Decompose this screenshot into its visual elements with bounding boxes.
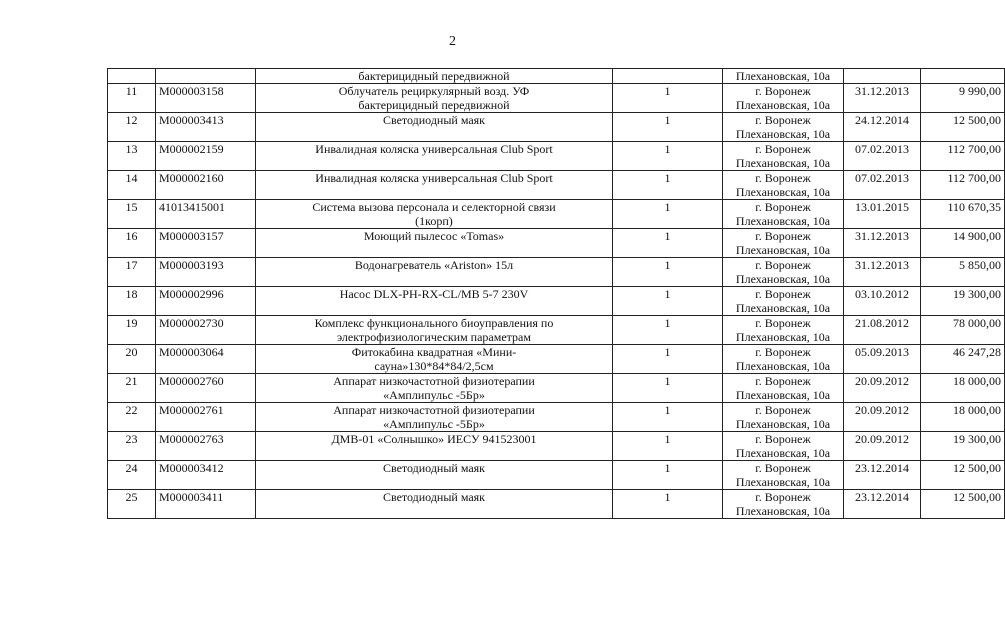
location-line-1: г. Воронеж: [755, 374, 811, 388]
cell-name: [256, 316, 613, 345]
location-line-2: Плехановская, 10а: [735, 301, 831, 315]
cell-date: 07.02.2013: [844, 142, 921, 171]
cell-name: [256, 345, 613, 374]
location-line-2: Плехановская, 10а: [735, 417, 831, 431]
cell-num: 21: [108, 374, 156, 403]
cell-location: [723, 229, 844, 258]
location-line-2: Плехановская, 10а: [735, 98, 831, 112]
location-line-1: г. Воронеж: [755, 461, 811, 475]
cell-location: [723, 374, 844, 403]
name-line-2: бактерицидный передвижной: [358, 98, 510, 112]
cell-code: М000003412: [156, 461, 256, 490]
cell-name: [256, 374, 613, 403]
cell-num: 11: [108, 84, 156, 113]
continuation-row: [108, 69, 1005, 84]
cell-location: [723, 200, 844, 229]
name-line-1: Водонагреватель «Ariston» 15л: [354, 258, 514, 272]
name-line-1: Аппарат низкочастотной физиотерапии: [333, 374, 535, 388]
cell-sum: 19 300,00: [921, 287, 1005, 316]
cell-location: [723, 142, 844, 171]
cell-location: [723, 113, 844, 142]
location-line-2: Плехановская, 10а: [735, 504, 831, 518]
table-row: [108, 84, 1005, 113]
table-row: [108, 432, 1005, 461]
cell-qty: 1: [613, 490, 723, 519]
cell-sum: 46 247,28: [921, 345, 1005, 374]
cell-name: [256, 403, 613, 432]
table-row: [108, 461, 1005, 490]
table-row: [108, 316, 1005, 345]
location-line-2: Плехановская, 10а: [735, 388, 831, 402]
location-line-1: г. Воронеж: [755, 287, 811, 301]
cell-name: [256, 113, 613, 142]
cell-date: 31.12.2013: [844, 258, 921, 287]
cell-location: [723, 316, 844, 345]
name-line-1: Насос DLX-PH-RX-CL/MB 5-7 230V: [339, 287, 529, 301]
cell-sum: 18 000,00: [921, 374, 1005, 403]
name-line-1: Система вызова персонала и селекторной связи: [312, 200, 556, 214]
cell-num: 14: [108, 171, 156, 200]
cell-sum: [921, 69, 1005, 84]
cell-date: 21.08.2012: [844, 316, 921, 345]
cell-num: 24: [108, 461, 156, 490]
cell-code: М000002760: [156, 374, 256, 403]
cell-location: [723, 69, 844, 84]
name-line-1: Комплекс функционального биоуправления по: [314, 316, 554, 330]
cell-location: [723, 287, 844, 316]
table-row: [108, 490, 1005, 519]
cell-num: 23: [108, 432, 156, 461]
cell-name: [256, 69, 613, 84]
location-line-1: г. Воронеж: [755, 84, 811, 98]
cell-sum: 112 700,00: [921, 171, 1005, 200]
cell-sum: 110 670,35: [921, 200, 1005, 229]
table-row: [108, 287, 1005, 316]
cell-code: М000002160: [156, 171, 256, 200]
cell-num: 13: [108, 142, 156, 171]
cell-qty: 1: [613, 345, 723, 374]
cell-code: М000002996: [156, 287, 256, 316]
table-row: [108, 229, 1005, 258]
cell-name: [256, 490, 613, 519]
name-line-1: ДМВ-01 «Солнышко» ИЕСУ 941523001: [331, 432, 537, 446]
name-line-1: Светодиодный маяк: [382, 490, 486, 504]
name-line-1: Светодиодный маяк: [382, 461, 486, 475]
cell-code: М000003411: [156, 490, 256, 519]
name-line-2: сауна»130*84*84/2,5см: [374, 359, 494, 373]
location-line-2: Плехановская, 10а: [735, 446, 831, 460]
page-number: 2: [449, 34, 456, 49]
cell-date: 20.09.2012: [844, 374, 921, 403]
location-line-1: г. Воронеж: [755, 490, 811, 504]
cell-num: 18: [108, 287, 156, 316]
cell-num: 17: [108, 258, 156, 287]
cell-name: [256, 200, 613, 229]
cell-name: [256, 287, 613, 316]
name-line-2: «Амплипульс -5Бр»: [383, 417, 485, 431]
cell-location: [723, 171, 844, 200]
cell-num: [108, 69, 156, 84]
cell-num: 15: [108, 200, 156, 229]
location-line-1: г. Воронеж: [755, 200, 811, 214]
cell-name: [256, 432, 613, 461]
table-row: [108, 142, 1005, 171]
name-line-1: Моющий пылесос «Tomas»: [363, 229, 505, 243]
cell-qty: [613, 69, 723, 84]
cell-location: [723, 461, 844, 490]
cell-sum: 18 000,00: [921, 403, 1005, 432]
cell-name: [256, 461, 613, 490]
table-row: [108, 171, 1005, 200]
cell-qty: 1: [613, 432, 723, 461]
cell-date: 03.10.2012: [844, 287, 921, 316]
location-line-2: Плехановская, 10а: [735, 272, 831, 286]
cell-code: М000003193: [156, 258, 256, 287]
location-line-2: Плехановская, 10а: [735, 243, 831, 257]
location-line: Плехановская, 10а: [735, 69, 831, 83]
location-line-2: Плехановская, 10а: [735, 359, 831, 373]
cell-date: 13.01.2015: [844, 200, 921, 229]
cell-name: [256, 171, 613, 200]
cell-num: 22: [108, 403, 156, 432]
cell-date: 31.12.2013: [844, 84, 921, 113]
table-row: [108, 374, 1005, 403]
cell-code: М000002763: [156, 432, 256, 461]
cell-date: 20.09.2012: [844, 432, 921, 461]
cell-location: [723, 84, 844, 113]
name-line-1: Аппарат низкочастотной физиотерапии: [333, 403, 535, 417]
location-line-2: Плехановская, 10а: [735, 330, 831, 344]
cell-code: М000002761: [156, 403, 256, 432]
name-line-1: Светодиодный маяк: [382, 113, 486, 127]
cell-code: М000002159: [156, 142, 256, 171]
location-line-2: Плехановская, 10а: [735, 156, 831, 170]
name-line-2: электрофизиологическим параметрам: [337, 330, 531, 344]
cell-num: 12: [108, 113, 156, 142]
cell-location: [723, 490, 844, 519]
cell-qty: 1: [613, 142, 723, 171]
cell-code: [156, 69, 256, 84]
location-line-2: Плехановская, 10а: [735, 475, 831, 489]
cell-sum: 12 500,00: [921, 113, 1005, 142]
location-line-1: г. Воронеж: [755, 113, 811, 127]
cell-num: 20: [108, 345, 156, 374]
name-line-2: (1корп): [415, 214, 453, 228]
cell-sum: 78 000,00: [921, 316, 1005, 345]
cell-sum: 112 700,00: [921, 142, 1005, 171]
cell-date: 20.09.2012: [844, 403, 921, 432]
table-row: [108, 113, 1005, 142]
cell-num: 19: [108, 316, 156, 345]
cell-sum: 12 500,00: [921, 490, 1005, 519]
cell-qty: 1: [613, 287, 723, 316]
cell-num: 25: [108, 490, 156, 519]
cell-qty: 1: [613, 229, 723, 258]
name-line-1: Облучатель рециркулярный возд. УФ: [338, 84, 530, 98]
cell-sum: 19 300,00: [921, 432, 1005, 461]
table-row: [108, 345, 1005, 374]
location-line-1: г. Воронеж: [755, 403, 811, 417]
cell-date: 05.09.2013: [844, 345, 921, 374]
location-line-1: г. Воронеж: [755, 229, 811, 243]
cell-sum: 12 500,00: [921, 461, 1005, 490]
cell-code: М000003158: [156, 84, 256, 113]
name-line-1: Инвалидная коляска универсальная Club Sport: [315, 142, 553, 156]
inventory-table: [107, 68, 1005, 519]
cell-qty: 1: [613, 403, 723, 432]
table-row: [108, 200, 1005, 229]
cell-name: [256, 84, 613, 113]
table-row: [108, 258, 1005, 287]
cell-date: 23.12.2014: [844, 490, 921, 519]
cell-num: 16: [108, 229, 156, 258]
name-line-1: Фитокабина квадратная «Мини-: [351, 345, 517, 359]
cell-qty: 1: [613, 171, 723, 200]
cell-qty: 1: [613, 258, 723, 287]
cell-qty: 1: [613, 113, 723, 142]
location-line-1: г. Воронеж: [755, 258, 811, 272]
cell-qty: 1: [613, 374, 723, 403]
cell-code: М000002730: [156, 316, 256, 345]
cell-location: [723, 432, 844, 461]
name-line-2: «Амплипульс -5Бр»: [383, 388, 485, 402]
location-line-1: г. Воронеж: [755, 345, 811, 359]
cell-name: [256, 258, 613, 287]
cell-date: 24.12.2014: [844, 113, 921, 142]
location-line-1: г. Воронеж: [755, 316, 811, 330]
cell-date: 31.12.2013: [844, 229, 921, 258]
cell-date: 07.02.2013: [844, 171, 921, 200]
table-body: [108, 69, 1005, 519]
cell-qty: 1: [613, 84, 723, 113]
cell-location: [723, 258, 844, 287]
location-line-1: г. Воронеж: [755, 432, 811, 446]
cell-code: М000003157: [156, 229, 256, 258]
table-row: [108, 403, 1005, 432]
cell-qty: 1: [613, 461, 723, 490]
cell-code: 41013415001: [156, 200, 256, 229]
location-line-2: Плехановская, 10а: [735, 214, 831, 228]
location-line-1: г. Воронеж: [755, 171, 811, 185]
cell-sum: 5 850,00: [921, 258, 1005, 287]
cell-name: [256, 229, 613, 258]
cell-code: М000003413: [156, 113, 256, 142]
cell-location: [723, 345, 844, 374]
cell-date: [844, 69, 921, 84]
location-line-2: Плехановская, 10а: [735, 185, 831, 199]
cell-date: 23.12.2014: [844, 461, 921, 490]
cell-location: [723, 403, 844, 432]
location-line-1: г. Воронеж: [755, 142, 811, 156]
name-line: бактерицидный передвижной: [358, 69, 510, 83]
name-line-1: Инвалидная коляска универсальная Club Sport: [315, 171, 553, 185]
cell-code: М000003064: [156, 345, 256, 374]
location-line-2: Плехановская, 10а: [735, 127, 831, 141]
cell-sum: 9 990,00: [921, 84, 1005, 113]
cell-qty: 1: [613, 200, 723, 229]
cell-name: [256, 142, 613, 171]
cell-qty: 1: [613, 316, 723, 345]
cell-sum: 14 900,00: [921, 229, 1005, 258]
